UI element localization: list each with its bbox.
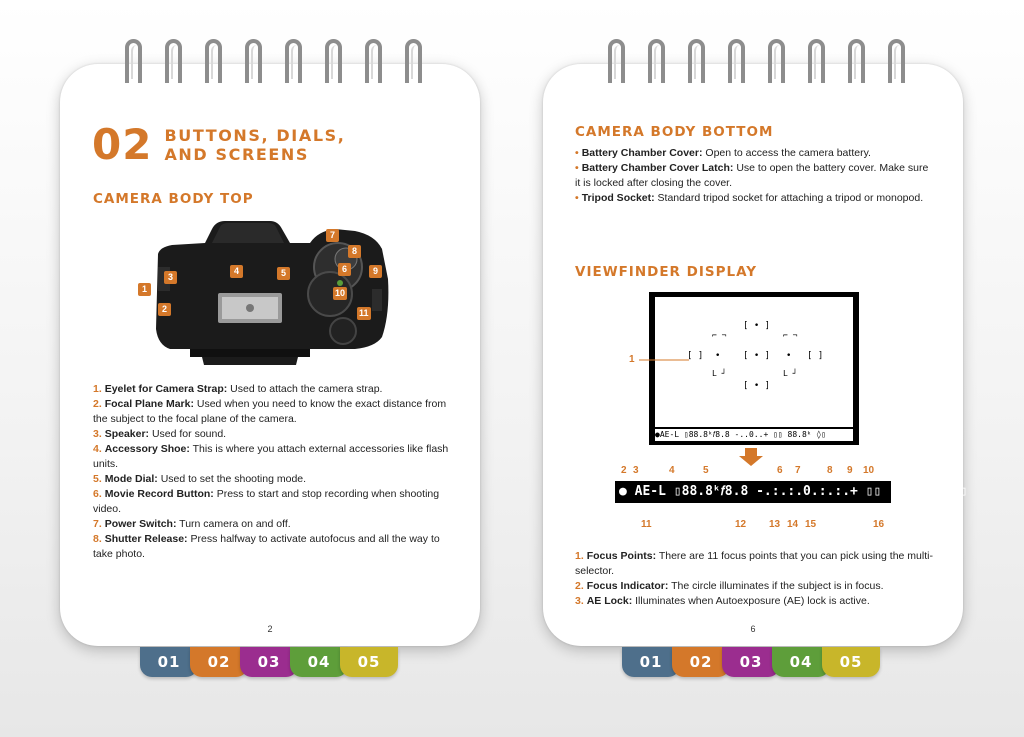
callout-3: 3 [164,271,177,284]
focus-point: [ • ] [743,351,771,361]
chapter-title: BUTTONS, DIALS, AND SCREENS [164,126,346,164]
tab-03[interactable]: 03 [722,647,780,677]
callout-9: 9 [369,265,382,278]
vf-label-2: 2 [621,465,627,476]
callout-8: 8 [348,245,361,258]
spiral-binding [608,39,898,89]
page-number: 2 [267,624,273,634]
section-title-camera-top: CAMERA BODY TOP [93,191,254,207]
right-tabs [622,647,872,677]
viewfinder-info-bar: ●AE-L ▯88.8ᵏ𝑓8.8 -..0..+ ▯▯ 88.8ᵏ ◊▯ [655,429,853,441]
list-item: 7. Power Switch: Turn camera on and off. [93,518,291,530]
viewfinder-lcd-strip: ● AE-L ▯88.8ᵏ𝑓8.8 -.:.:.0.:.:.+ ▯▯ ▯ 88.8ᵏ ◊▯ [615,481,891,503]
vf-label-3: 3 [633,465,639,476]
callout-1: 1 [138,283,151,296]
arrow-down-icon [739,448,763,466]
list-item: 2. Focal Plane Mark: Used when you need to know the exact distance from the subject to the focal plane of the camera. [93,398,447,425]
spiral-binding [125,39,415,89]
left-page [60,64,480,646]
vf-label-14: 14 [787,519,799,530]
list-item: • Battery Chamber Cover: Open to access the camera battery. [575,147,871,159]
list-item: 8. Shutter Release: Press halfway to activate autofocus and all the way to take photo. [93,533,440,560]
camera-bottom-list [575,146,935,206]
vf-label-12: 12 [735,519,747,530]
callout-6: 6 [338,263,351,276]
list-item: • Tripod Socket: Standard tripod socket for attaching a tripod or monopod. [575,192,924,204]
vf-label-6: 6 [777,465,783,476]
vf-label-16: 16 [873,519,885,530]
focus-point: [ • ] [743,381,771,391]
list-item: 1. Eyelet for Camera Strap: Used to attach the camera strap. [93,383,383,395]
callout-2: 2 [158,303,171,316]
callout-7: 7 [326,229,339,242]
list-item: 3. AE Lock: Illuminates when Autoexposure (AE) lock is active. [575,595,870,607]
list-item: 6. Movie Record Button: Press to start and stop recording when shooting video. [93,488,440,515]
vf-label-7: 7 [795,465,801,476]
vf-label-10: 10 [863,465,875,476]
viewfinder-list [575,549,935,609]
tab-03[interactable]: 03 [240,647,298,677]
focus-point: [ • ] [743,321,771,331]
vf-label-4: 4 [669,465,675,476]
right-page [543,64,968,646]
section-title-viewfinder: VIEWFINDER DISPLAY [575,264,758,280]
camera-top-list [93,382,453,562]
section-title-camera-bottom: CAMERA BODY BOTTOM [575,124,774,140]
left-tabs [140,647,390,677]
page-number: 6 [750,624,756,634]
vf-label-13: 13 [769,519,781,530]
callout-5: 5 [277,267,290,280]
chapter-header [92,122,345,168]
viewfinder-diagram [649,292,859,445]
vf-label-15: 15 [805,519,817,530]
tab-02[interactable]: 02 [190,647,248,677]
tab-01[interactable]: 01 [140,647,198,677]
list-item: • Battery Chamber Cover Latch: Use to open the battery cover. Make sure it is locked after closing the cover. [575,162,929,189]
vf-label-9: 9 [847,465,853,476]
list-item: 2. Focus Indicator: The circle illuminates if the subject is in focus. [575,580,884,592]
vf-label-11: 11 [641,519,652,530]
callout-11: 11 [359,308,369,318]
tab-01[interactable]: 01 [622,647,680,677]
tab-02[interactable]: 02 [672,647,730,677]
list-item: 5. Mode Dial: Used to set the shooting mode. [93,473,307,485]
viewfinder-frame: [ • ] [ • ] [ • ] ⌐ ¬ • L ┘ ⌐ ¬ • L ┘ [ ] [ ] [655,297,853,427]
vf-label-8: 8 [827,465,833,476]
callout-4: 4 [230,265,243,278]
tab-04[interactable]: 04 [290,647,348,677]
list-item: 3. Speaker: Used for sound. [93,428,227,440]
tab-05[interactable]: 05 [340,647,398,677]
camera-top-image [141,219,400,369]
vf-label-5: 5 [703,465,709,476]
callout-10: 10 [335,288,346,298]
tab-05[interactable]: 05 [822,647,880,677]
list-item: 1. Focus Points: There are 11 focus points that you can pick using the multi-selector. [575,550,933,577]
tab-04[interactable]: 04 [772,647,830,677]
chapter-number: 02 [92,120,153,169]
list-item: 4. Accessory Shoe: This is where you attach external accessories like flash units. [93,443,449,470]
vf-label-1: 1 [629,354,635,365]
